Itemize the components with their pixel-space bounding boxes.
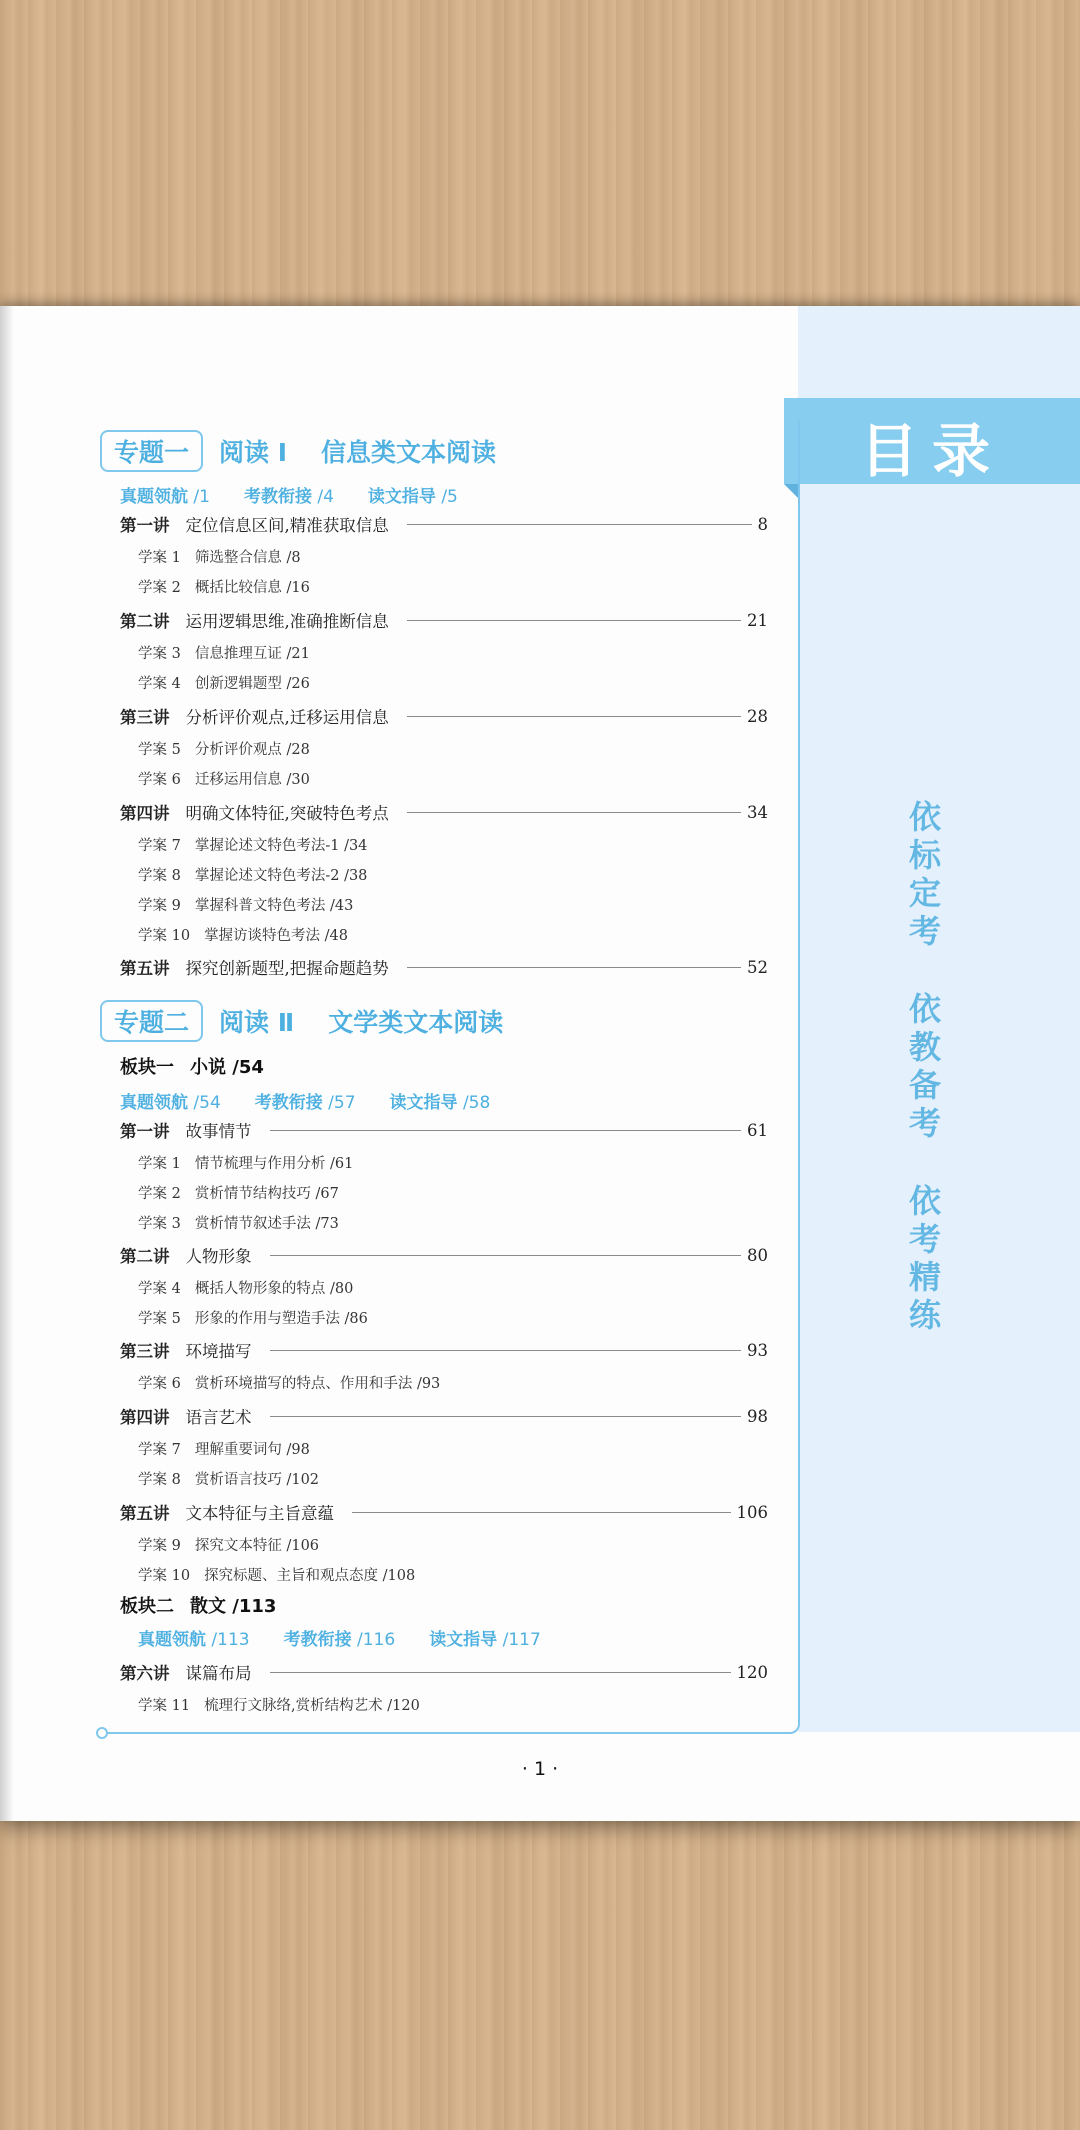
case-title: 掌握论述文特色考法-1 /34 xyxy=(194,838,368,854)
block-2-heading xyxy=(120,1592,276,1618)
lecture-title: 人物形象 xyxy=(185,1247,252,1266)
topic-read: 阅读 Ⅱ xyxy=(219,1008,295,1037)
toc-case-row[interactable] xyxy=(138,738,310,759)
lecture-number: 第五讲 xyxy=(120,959,170,978)
guide-label: 读文指导 xyxy=(367,487,436,507)
toc-case-row[interactable] xyxy=(138,546,301,567)
toc-case-row[interactable] xyxy=(138,1277,353,1298)
guide-page: /116 xyxy=(357,1630,396,1650)
toc-case-row[interactable] xyxy=(138,1307,368,1328)
leader-line xyxy=(270,1130,742,1131)
lecture-number: 第四讲 xyxy=(120,1408,170,1427)
toc-case-row[interactable] xyxy=(138,642,310,663)
motto-char: 备 xyxy=(908,1066,941,1104)
guide-label: 读文指导 xyxy=(429,1630,498,1650)
page-number: 21 xyxy=(747,610,768,630)
case-number: 学案 11 xyxy=(138,1698,191,1714)
block-2-guide xyxy=(138,1625,541,1650)
case-number: 学案 9 xyxy=(138,1538,181,1554)
motto-char: 依 xyxy=(908,798,941,836)
leader-line xyxy=(407,620,741,621)
lecture-title: 环境描写 xyxy=(185,1342,252,1361)
page-number: 52 xyxy=(747,957,768,977)
page-number: 106 xyxy=(736,1502,768,1522)
page-number: 98 xyxy=(747,1406,768,1426)
case-number: 学案 7 xyxy=(138,1442,181,1458)
guide-page: /54 xyxy=(193,1093,221,1113)
toc-case-row[interactable] xyxy=(138,1372,440,1393)
motto-char: 依 xyxy=(908,990,941,1028)
topic-2-heading xyxy=(100,1000,503,1042)
case-title: 探究文本特征 /106 xyxy=(194,1538,320,1554)
guide-label: 真题领航 xyxy=(138,1630,206,1650)
case-title: 赏析情节叙述手法 /73 xyxy=(194,1216,339,1232)
case-title: 掌握访谈特色考法 /48 xyxy=(204,928,349,944)
topic-read: 阅读 Ⅰ xyxy=(219,438,288,467)
guide-page: /1 xyxy=(193,487,210,507)
toc-case-row[interactable] xyxy=(138,894,353,915)
case-number: 学案 6 xyxy=(138,772,181,788)
topic-label: 专题一 xyxy=(100,430,203,472)
case-title: 理解重要词句 /98 xyxy=(194,1442,310,1458)
toc-lecture-row[interactable] xyxy=(120,1117,768,1143)
lecture-number: 第一讲 xyxy=(120,516,170,535)
toc-case-row[interactable] xyxy=(138,1534,319,1555)
guide-page: /4 xyxy=(317,487,334,507)
toc-case-row[interactable] xyxy=(138,1438,310,1459)
guide-label: 真题领航 xyxy=(120,487,188,507)
case-title: 赏析语言技巧 /102 xyxy=(194,1472,320,1488)
case-number: 学案 5 xyxy=(138,742,181,758)
lecture-title: 明确文体特征,突破特色考点 xyxy=(185,804,389,823)
motto-char: 精 xyxy=(908,1258,941,1296)
case-number: 学案 5 xyxy=(138,1311,181,1327)
toc-case-row[interactable] xyxy=(138,1182,339,1203)
lecture-number: 第五讲 xyxy=(120,1504,170,1523)
motto-line-1 xyxy=(900,798,950,950)
case-number: 学案 2 xyxy=(138,580,181,596)
lecture-number: 第三讲 xyxy=(120,1342,170,1361)
case-title: 筛选整合信息 /8 xyxy=(194,550,301,566)
motto-char: 定 xyxy=(908,874,941,912)
motto-char: 考 xyxy=(908,1220,941,1258)
guide-label: 考教衔接 xyxy=(283,1630,352,1650)
case-number: 学案 10 xyxy=(138,1568,191,1584)
guide-label: 考教衔接 xyxy=(254,1093,323,1113)
toc-lecture-row[interactable] xyxy=(120,1659,768,1685)
motto-char: 依 xyxy=(908,1182,941,1220)
case-number: 学案 3 xyxy=(138,646,181,662)
toc-lecture-row[interactable] xyxy=(120,1337,768,1363)
toc-lecture-row[interactable] xyxy=(120,511,768,537)
guide-page: /117 xyxy=(502,1630,541,1650)
motto-char: 练 xyxy=(908,1296,941,1334)
case-number: 学案 8 xyxy=(138,868,181,884)
case-title: 赏析环境描写的特点、作用和手法 /93 xyxy=(194,1376,441,1392)
case-number: 学案 2 xyxy=(138,1186,181,1202)
case-number: 学案 1 xyxy=(138,550,181,566)
contents-title: 目录 xyxy=(859,417,1004,485)
motto-char: 考 xyxy=(908,1104,941,1142)
lecture-title: 分析评价观点,迁移运用信息 xyxy=(185,708,389,727)
case-number: 学案 10 xyxy=(138,928,191,944)
guide-page: /5 xyxy=(441,487,458,507)
leader-line xyxy=(270,1416,742,1417)
case-title: 情节梳理与作用分析 /61 xyxy=(194,1156,354,1172)
guide-label: 考教衔接 xyxy=(243,487,312,507)
lecture-title: 语言艺术 xyxy=(185,1408,252,1427)
toc-case-row[interactable] xyxy=(138,768,310,789)
toc-lecture-row[interactable] xyxy=(120,1499,768,1525)
case-title: 梳理行文脉络,赏析结构艺术 /120 xyxy=(204,1698,420,1714)
case-title: 分析评价观点 /28 xyxy=(194,742,310,758)
page-number: 80 xyxy=(747,1245,768,1265)
toc-lecture-row[interactable] xyxy=(120,954,768,980)
guide-page: /57 xyxy=(328,1093,356,1113)
case-title: 掌握科普文特色考法 /43 xyxy=(194,898,354,914)
case-number: 学案 1 xyxy=(138,1156,181,1172)
page-number: 120 xyxy=(736,1662,768,1682)
page-number: 61 xyxy=(747,1120,768,1140)
block-label: 板块一 xyxy=(120,1057,174,1078)
lecture-title: 运用逻辑思维,准确推断信息 xyxy=(185,612,389,631)
toc-case-row[interactable] xyxy=(138,924,348,945)
toc-case-row[interactable] xyxy=(138,864,367,885)
leader-line xyxy=(407,967,741,968)
leader-line xyxy=(270,1672,731,1673)
page-number-footer: · 1 · xyxy=(521,1758,559,1780)
topic-name: 信息类文本阅读 xyxy=(321,438,497,467)
case-title: 掌握论述文特色考法-2 /38 xyxy=(194,868,368,884)
block-name: 小说 /54 xyxy=(190,1057,264,1078)
block-name: 散文 /113 xyxy=(190,1596,277,1617)
lecture-number: 第二讲 xyxy=(120,1247,170,1266)
toc-lecture-row[interactable] xyxy=(120,1403,768,1429)
lecture-title: 文本特征与主旨意蕴 xyxy=(185,1504,334,1523)
case-title: 形象的作用与塑造手法 /86 xyxy=(194,1311,368,1327)
topic-name: 文学类文本阅读 xyxy=(328,1008,504,1037)
contents-banner xyxy=(784,398,1080,484)
leader-line xyxy=(270,1255,742,1256)
lecture-number: 第三讲 xyxy=(120,708,170,727)
motto-char: 教 xyxy=(908,1028,941,1066)
case-number: 学案 8 xyxy=(138,1472,181,1488)
lecture-title: 谋篇布局 xyxy=(185,1664,252,1683)
toc-case-row[interactable] xyxy=(138,576,310,597)
guide-page: /113 xyxy=(211,1630,250,1650)
case-number: 学案 7 xyxy=(138,838,181,854)
toc-lecture-row[interactable] xyxy=(120,607,768,633)
toc-lecture-row[interactable] xyxy=(120,799,768,825)
guide-label: 真题领航 xyxy=(120,1093,188,1113)
toc-case-row[interactable] xyxy=(138,672,310,693)
case-title: 信息推理互证 /21 xyxy=(194,646,310,662)
toc-case-row[interactable] xyxy=(138,1212,339,1233)
page-number: 34 xyxy=(747,802,768,822)
case-number: 学案 4 xyxy=(138,676,181,692)
case-number: 学案 4 xyxy=(138,1281,181,1297)
leader-line xyxy=(270,1350,742,1351)
lecture-title: 故事情节 xyxy=(185,1122,252,1141)
leader-line xyxy=(352,1512,731,1513)
leader-line xyxy=(407,716,741,717)
toc-lecture-row[interactable] xyxy=(120,703,768,729)
toc-case-row[interactable] xyxy=(138,834,367,855)
case-title: 概括比较信息 /16 xyxy=(194,580,310,596)
case-title: 创新逻辑题型 /26 xyxy=(194,676,310,692)
guide-label: 读文指导 xyxy=(389,1093,458,1113)
motto-char: 考 xyxy=(908,912,941,950)
lecture-number: 第一讲 xyxy=(120,1122,170,1141)
case-title: 概括人物形象的特点 /80 xyxy=(194,1281,354,1297)
toc-case-row[interactable] xyxy=(138,1694,420,1715)
topic-1-heading xyxy=(100,430,496,472)
lecture-title: 定位信息区间,精准获取信息 xyxy=(185,516,389,535)
block-label: 板块二 xyxy=(120,1596,174,1617)
block-1-heading xyxy=(120,1053,264,1079)
page-number: 93 xyxy=(747,1340,768,1360)
motto-line-2 xyxy=(900,990,950,1142)
case-number: 学案 6 xyxy=(138,1376,181,1392)
page-number: 28 xyxy=(747,706,768,726)
block-1-guide xyxy=(120,1088,490,1113)
frame-dot xyxy=(96,1727,108,1739)
toc-lecture-row[interactable] xyxy=(120,1242,768,1268)
leader-line xyxy=(407,812,741,813)
case-title: 探究标题、主旨和观点态度 /108 xyxy=(204,1568,416,1584)
lecture-number: 第六讲 xyxy=(120,1664,170,1683)
page-number: 8 xyxy=(757,514,768,534)
case-number: 学案 9 xyxy=(138,898,181,914)
lecture-number: 第四讲 xyxy=(120,804,170,823)
toc-case-row[interactable] xyxy=(138,1564,415,1585)
lecture-title: 探究创新题型,把握命题趋势 xyxy=(185,959,389,978)
case-title: 迁移运用信息 /30 xyxy=(194,772,310,788)
motto-char: 标 xyxy=(908,836,941,874)
toc-case-row[interactable] xyxy=(138,1152,353,1173)
case-number: 学案 3 xyxy=(138,1216,181,1232)
guide-page: /58 xyxy=(462,1093,491,1113)
lecture-number: 第二讲 xyxy=(120,612,170,631)
topic-label: 专题二 xyxy=(100,1000,203,1042)
topic-1-guide xyxy=(120,482,458,507)
toc-case-row[interactable] xyxy=(138,1468,319,1489)
case-title: 赏析情节结构技巧 /67 xyxy=(194,1186,339,1202)
motto-line-3 xyxy=(900,1182,950,1334)
leader-line xyxy=(407,524,752,525)
